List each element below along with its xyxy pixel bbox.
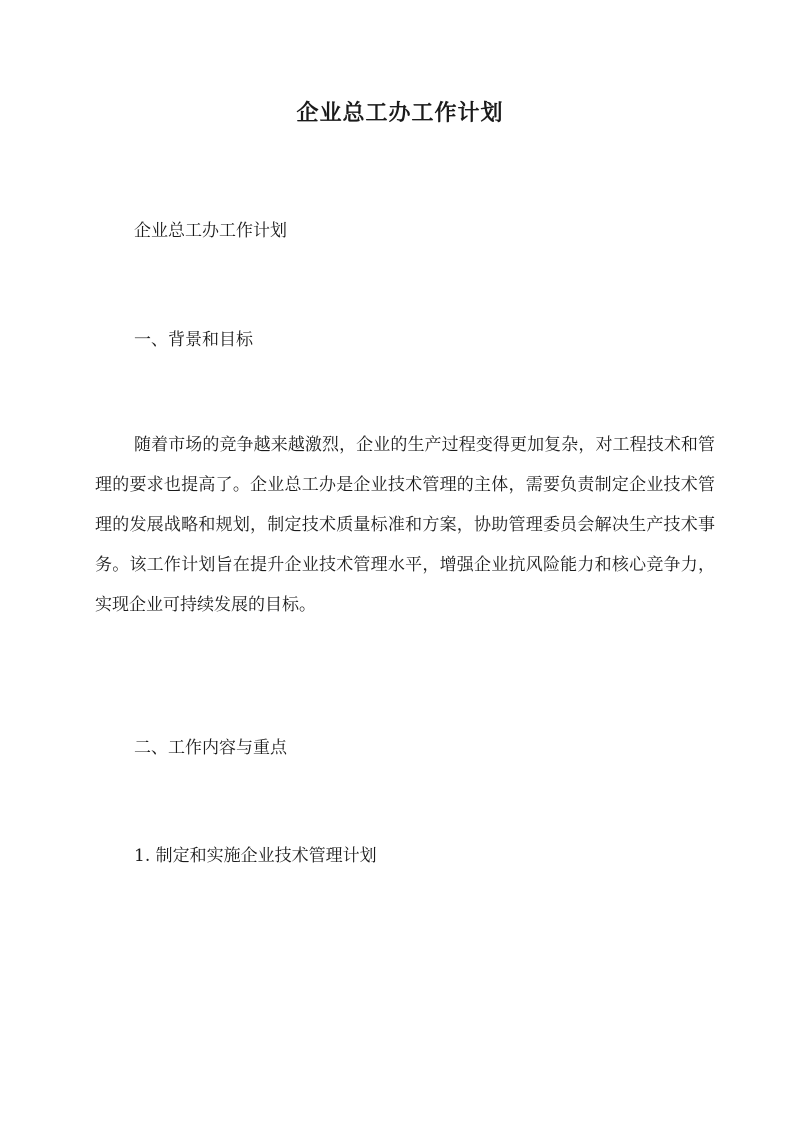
document-title: 企业总工办工作计划 [296,100,504,126]
section-heading-work-content: 二、工作内容与重点 [134,738,287,758]
section-paragraph-background: 随着市场的竞争越来越激烈，企业的生产过程变得更加复杂，对工程技术和管理的要求也提高了。企业总工办是企业技术管理的主体，需要负责制定企业技术管理的发展战略和规划，制定技术质量标准和方案，协助管理委员会解决生产技术事务。该工作计划旨在提升企业技术管理水平，增强企业抗风险能力和核心竞争力，实现企业可持续发展的目标。 [95,435,715,615]
document-subtitle: 企业总工办工作计划 [134,221,287,241]
list-item-1: 1. 制定和实施企业技术管理计划 [134,846,377,866]
section-heading-background: 一、背景和目标 [134,330,253,350]
